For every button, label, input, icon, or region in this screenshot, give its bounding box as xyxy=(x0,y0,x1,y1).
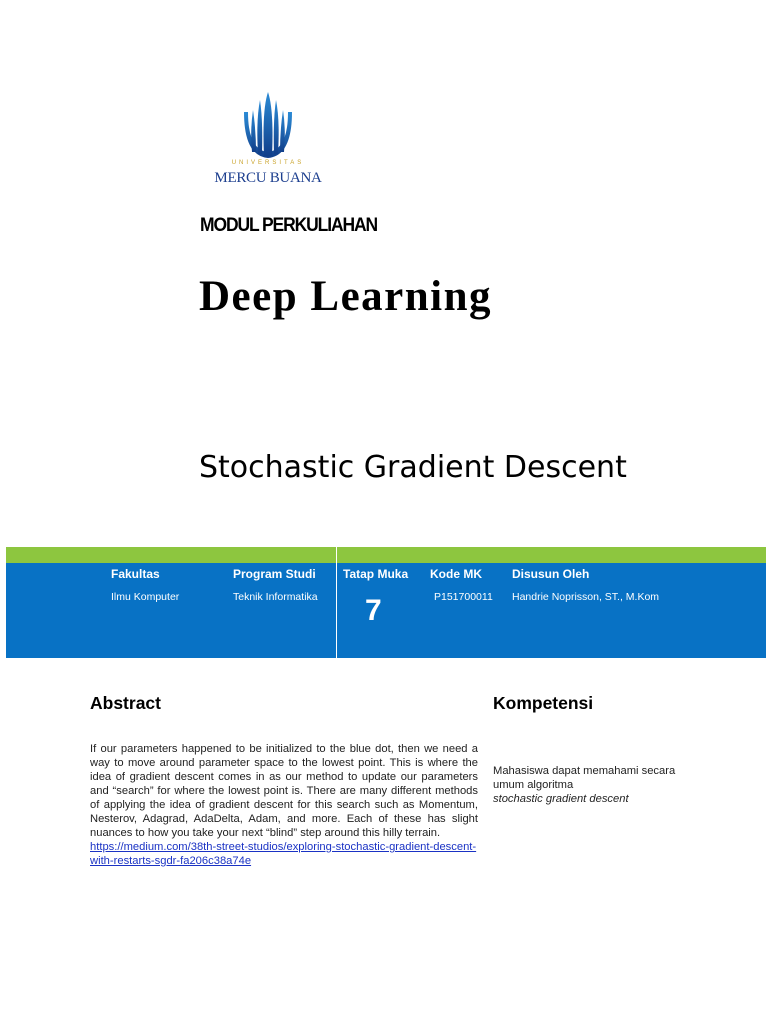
logo-emblem-icon xyxy=(200,90,336,160)
disusun-label: Disusun Oleh xyxy=(512,567,590,581)
tatap-muka-label: Tatap Muka xyxy=(343,567,409,581)
tatap-muka-value: 7 xyxy=(365,594,382,627)
kompetensi-text: Mahasiswa dapat memahami secara umum algoritma xyxy=(493,765,676,791)
course-title: Deep Learning xyxy=(199,273,493,320)
logo-small-text: UNIVERSITAS xyxy=(231,160,305,166)
kode-mk-label: Kode MK xyxy=(430,567,482,581)
prodi-label: Program Studi xyxy=(233,567,316,581)
kode-mk-value: P151700011 xyxy=(434,591,493,603)
band-divider xyxy=(336,547,337,658)
disusun-value: Handrie Noprisson, ST., M.Kom xyxy=(512,591,660,603)
abstract-body: If our parameters happened to be initialized to the blue dot, then we need a way to move around parameter space to the lowest point. This is where the idea of gradient descent comes in as our method to update our parameters and “search” for where the lowest point is. There are many different methods of applying the idea of gradient descent for this search such as Momentum, Nesterov, Adagrad, AdaDelta, Adam, and more. Each of these has slight nuances to how you take your next “blind” step around this hilly terrain. xyxy=(90,743,478,839)
logo-name: MERCU BUANA xyxy=(214,170,322,186)
topic-title: Stochastic Gradient Descent xyxy=(199,450,627,485)
abstract-link[interactable]: https://medium.com/38th-street-studios/exploring-stochastic-gradient-descent-with-restarts-sgdr-fa206c38a74e xyxy=(90,841,477,867)
fakultas-label: Fakultas xyxy=(111,567,160,581)
fakultas-value: Ilmu Komputer xyxy=(111,591,180,603)
university-logo xyxy=(200,90,336,192)
abstract-heading: Abstract xyxy=(90,693,161,713)
prodi-value: Teknik Informatika xyxy=(233,591,318,603)
abstract-text-block xyxy=(90,742,478,868)
kompetensi-heading: Kompetensi xyxy=(493,693,594,713)
kompetensi-italic: stochastic gradient descent xyxy=(493,793,629,805)
modul-label: MODUL PERKULIAHAN xyxy=(200,215,378,236)
kompetensi-text-block xyxy=(493,764,693,806)
green-band xyxy=(6,547,766,563)
